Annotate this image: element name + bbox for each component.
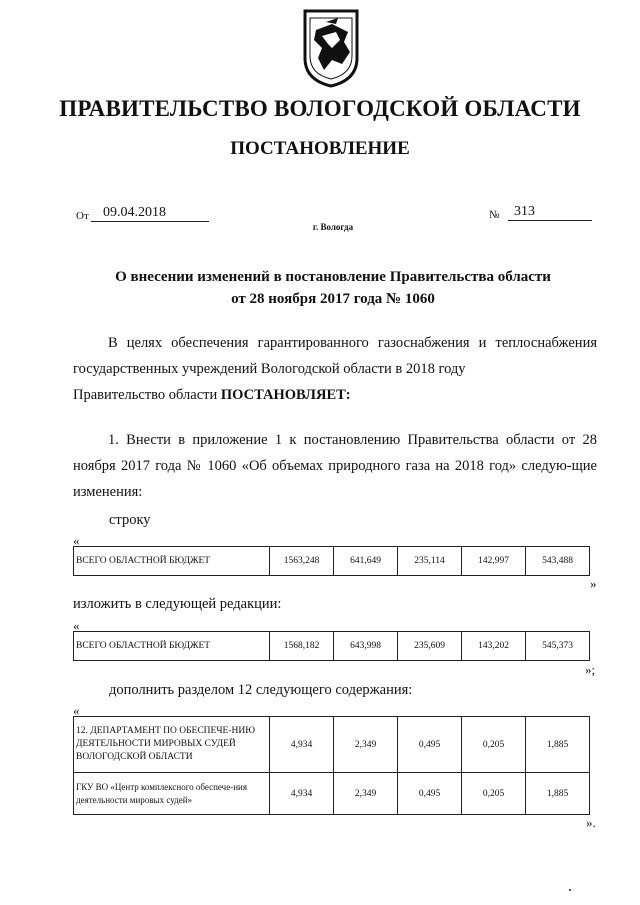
row-value: 142,997 [462,547,526,576]
open-quote-3: « [73,703,80,718]
row-value: 235,609 [398,632,462,661]
row-value: 235,114 [398,547,462,576]
preamble-resolve [73,382,597,408]
row-value: 641,649 [334,547,398,576]
subject-line-1: О внесении изменений в постановление Правительства области [115,269,551,285]
add-section-label: дополнить разделом 12 следующего содержания: [109,682,413,698]
row-name: ВСЕГО ОБЛАСТНОЙ БЮДЖЕТ [74,547,270,576]
row-value: 643,998 [334,632,398,661]
row-value: 143,202 [462,632,526,661]
table-row [74,773,590,815]
authority-title: ПРАВИТЕЛЬСТВО ВОЛОГОДСКОЙ ОБЛАСТИ [59,96,581,121]
row-value: 1,885 [526,773,590,815]
row-word: строку [109,512,151,528]
row-value: 2,349 [334,717,398,773]
table-row [74,632,590,661]
close-quote-1: » [590,576,597,591]
table-new-row [73,631,590,661]
preamble-text: В целях обеспечения гарантированного газоснабжения и теплоснабжения государственных учреждений Вологодской области в 2018 году [73,335,597,377]
scan-speck [569,889,571,891]
close-quote-3: ». [586,815,596,830]
table-row [74,717,590,773]
open-quote-1: « [73,533,80,548]
date-label: От [76,210,89,222]
table-old-row [73,546,590,576]
document-number: 313 [508,204,592,221]
row-value: 543,488 [526,547,590,576]
document-subject [0,266,640,310]
restate-label: изложить в следующей редакции: [73,596,282,612]
row-value: 4,934 [270,717,334,773]
row-value: 0,495 [398,773,462,815]
close-quote-2: »; [585,662,596,677]
row-value: 545,373 [526,632,590,661]
row-value: 1563,248 [270,547,334,576]
document-type: ПОСТАНОВЛЕНИЕ [230,138,410,159]
row-value: 1568,182 [270,632,334,661]
open-quote-2: « [73,618,80,633]
row-value: 4,934 [270,773,334,815]
row-value: 2,349 [334,773,398,815]
coat-of-arms-emblem [302,8,360,88]
row-name: 12. ДЕПАРТАМЕНТ ПО ОБЕСПЕЧЕ-НИЮ ДЕЯТЕЛЬНОСТИ МИРОВЫХ СУДЕЙ ВОЛОГОДСКОЙ ОБЛАСТИ [74,717,270,773]
resolve-word: ПОСТАНОВЛЯЕТ: [220,387,351,403]
row-name: ГКУ ВО «Центр комплексного обеспече-ния деятельности мировых судей» [74,773,270,815]
row-value: 1,885 [526,717,590,773]
document-date: 09.04.2018 [91,205,209,222]
table-section-12 [73,716,590,815]
table-row [74,547,590,576]
row-value: 0,205 [462,717,526,773]
city: г. Вологда [312,222,354,232]
row-value: 0,205 [462,773,526,815]
item-1-text: 1. Внести в приложение 1 к постановлению Правительства области от 28 ноября 2017 года № 1060 «Об объемах природного газа на 2018 год» следую-щие изменения: [73,432,597,500]
row-name: ВСЕГО ОБЛАСТНОЙ БЮДЖЕТ [74,632,270,661]
preamble-prefix: Правительство области [73,387,221,403]
row-value: 0,495 [398,717,462,773]
subject-line-2: от 28 ноября 2017 года № 1060 [231,291,435,307]
number-label: № [489,209,500,221]
